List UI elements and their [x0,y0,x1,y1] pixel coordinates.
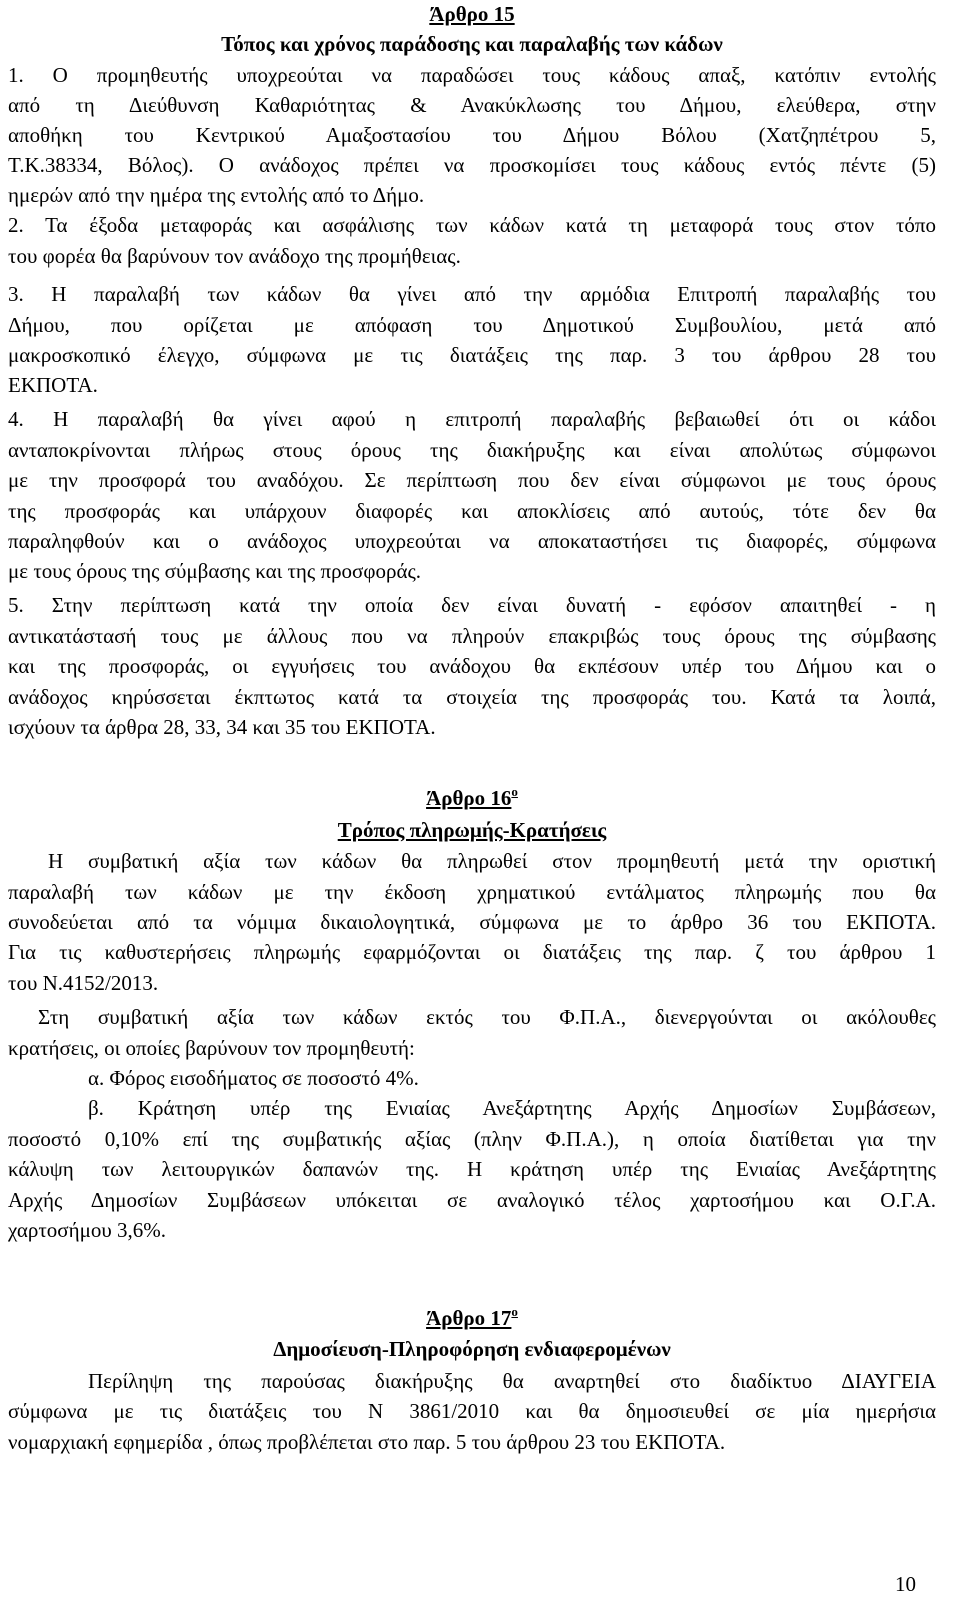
article-16-line: Αρχής Δημοσίων Συμβάσεων υπόκειται σε αναλογικό τέλος χαρτοσήμου και Ο.Γ.Α. [8,1188,936,1212]
article-16-line: κάλυψη των λειτουργικών δαπανών της. Η κράτηση υπέρ της Ενιαίας Ανεξάρτητης [8,1157,936,1181]
article-16-line: χαρτοσήμου 3,6%. [8,1218,166,1242]
article-15-line: Δήμου, που ορίζεται με απόφαση του Δημοτικού Συμβουλίου, μετά από [8,313,936,337]
article-15-line: της προσφοράς και υπάρχουν διαφορές και αποκλίσεις από αυτούς, τότε δεν θα [8,499,936,523]
article-15-line: με τους όρους της σύμβασης και της προσφοράς. [8,559,422,583]
article-15-line: ημερών από την ημέρα της εντολής από το Δήμο. [8,183,425,207]
article-16-line: ποσοστό 0,10% επί της συμβατικής αξίας (πλην Φ.Π.Α.), η οποία διατίθεται για την [8,1127,936,1151]
article-15-line: 3. Η παραλαβή των κάδων θα γίνει από την αρμόδια Επιτροπή παραλαβής του [8,282,936,306]
article-15-line: 2. Τα έξοδα μεταφοράς και ασφάλισης των κάδων κατά τη μεταφορά τους στον τόπο [8,213,936,237]
article-15-line: αποθήκη του Κεντρικού Αμαξοστασίου του Δήμου Βόλου (Χατζηπέτρου 5, [8,123,936,147]
article-15-line: ισχύουν τα άρθρα 28, 33, 34 και 35 του ΕΚΠΟΤΑ. [8,715,436,739]
article-15-line: και της προσφοράς, οι εγγυήσεις του ανάδοχου θα εκπέσουν υπέρ του Δήμου και ο [8,654,936,678]
article-15-line: με την προσφορά του αναδόχου. Σε περίπτωση που δεν είναι σύμφωνοι με τους όρους [8,468,936,492]
article-16-heading-sup: ο [511,784,518,799]
article-16-line: Για τις καθυστερήσεις πληρωμής εφαρμόζονται οι διατάξεις της παρ. ζ του άρθρου 1 [8,940,936,964]
article-17-line: νομαρχιακή εφημερίδα , όπως προβλέπεται στο παρ. 5 του άρθρου 23 του ΕΚΠΟΤΑ. [8,1430,726,1454]
article-16-line: Στη συμβατική αξία των κάδων εκτός του Φ.Π.Α., διενεργούνται οι ακόλουθες [38,1005,936,1029]
article-16-line: συνοδεύεται από τα νόμιμα δικαιολογητικά, σύμφωνα με το άρθρο 36 του ΕΚΠΟΤΑ. [8,910,936,934]
article-17-line: σύμφωνα με τις διατάξεις του Ν 3861/2010 και θα δημοσιευθεί σε μία ημερήσια [8,1399,936,1423]
article-16-heading [8,784,936,812]
article-15-line: 1. Ο προμηθευτής υποχρεούται να παραδώσει τους κάδους απαξ, κατόπιν εντολής [8,63,936,87]
article-16-line: του Ν.4152/2013. [8,971,159,995]
article-16-line: Η συμβατική αξία των κάδων θα πληρωθεί στον προμηθευτή μετά την οριστική [48,849,936,873]
article-16-list-item: β. Κράτηση υπέρ της Ενιαίας Ανεξάρτητης Αρχής Δημοσίων Συμβάσεων, [88,1096,936,1120]
article-15-line: παραληφθούν και ο ανάδοχος υποχρεούται να αποκαταστήσει τις διαφορές, σύμφωνα [8,529,936,553]
article-15-line: ΕΚΠΟΤΑ. [8,373,98,397]
article-15-line: από τη Διεύθυνση Καθαριότητας & Ανακύκλωσης του Δήμου, ελεύθερα, στην [8,93,936,117]
article-16-heading-text: Άρθρο 16 [426,786,512,810]
article-15-line: ανταποκρίνονται πλήρως στους όρους της διακήρυξης και είναι απολύτως σύμφωνοι [8,438,936,462]
article-16-title: Τρόπος πληρωμής-Κρατήσεις [337,818,607,842]
article-17-heading-sup: ο [511,1304,518,1319]
article-15-line: 5. Στην περίπτωση κατά την οποία δεν είναι δυνατή - εφόσον απαιτηθεί - η [8,593,936,617]
article-15-title: Τόπος και χρόνος παράδοσης και παραλαβής των κάδων [221,32,723,56]
article-17-heading [8,1304,936,1332]
article-17-line: Περίληψη της παρούσας διακήρυξης θα αναρτηθεί στο διαδίκτυο ΔΙΑΥΓΕΙΑ [88,1369,936,1393]
article-15-heading: Άρθρο 15 [429,2,515,26]
article-16-line: κρατήσεις, οι οποίες βαρύνουν τον προμηθευτή: [8,1036,415,1060]
article-15-line: μακροσκοπικό έλεγχο, σύμφωνα με τις διατάξεις της παρ. 3 του άρθρου 28 του [8,343,936,367]
article-16-list-item: α. Φόρος εισοδήματος σε ποσοστό 4%. [88,1066,419,1090]
article-15-line: ανάδοχος κηρύσσεται έκπτωτος κατά τα στοιχεία της προσφοράς του. Κατά τα λοιπά, [8,685,936,709]
article-17-heading-text: Άρθρο 17 [426,1306,512,1330]
article-15-line: του φορέα θα βαρύνουν τον ανάδοχο της προμήθειας. [8,244,461,268]
article-16-line: παραλαβή των κάδων με την έκδοση χρηματικού εντάλματος πληρωμής που θα [8,880,936,904]
article-17-title: Δημοσίευση-Πληροφόρηση ενδιαφερομένων [273,1337,671,1361]
article-15-line: Τ.Κ.38334, Βόλος). Ο ανάδοχος πρέπει να προσκομίσει τους κάδους εντός πέντε (5) [8,153,936,177]
article-15-line: αντικατάστασή τους με άλλους που να πληρούν επακριβώς τους όρους της σύμβασης [8,624,936,648]
page-number: 10 [895,1572,916,1596]
article-15-line: 4. Η παραλαβή θα γίνει αφού η επιτροπή παραλαβής βεβαιωθεί ότι οι κάδοι [8,407,936,431]
